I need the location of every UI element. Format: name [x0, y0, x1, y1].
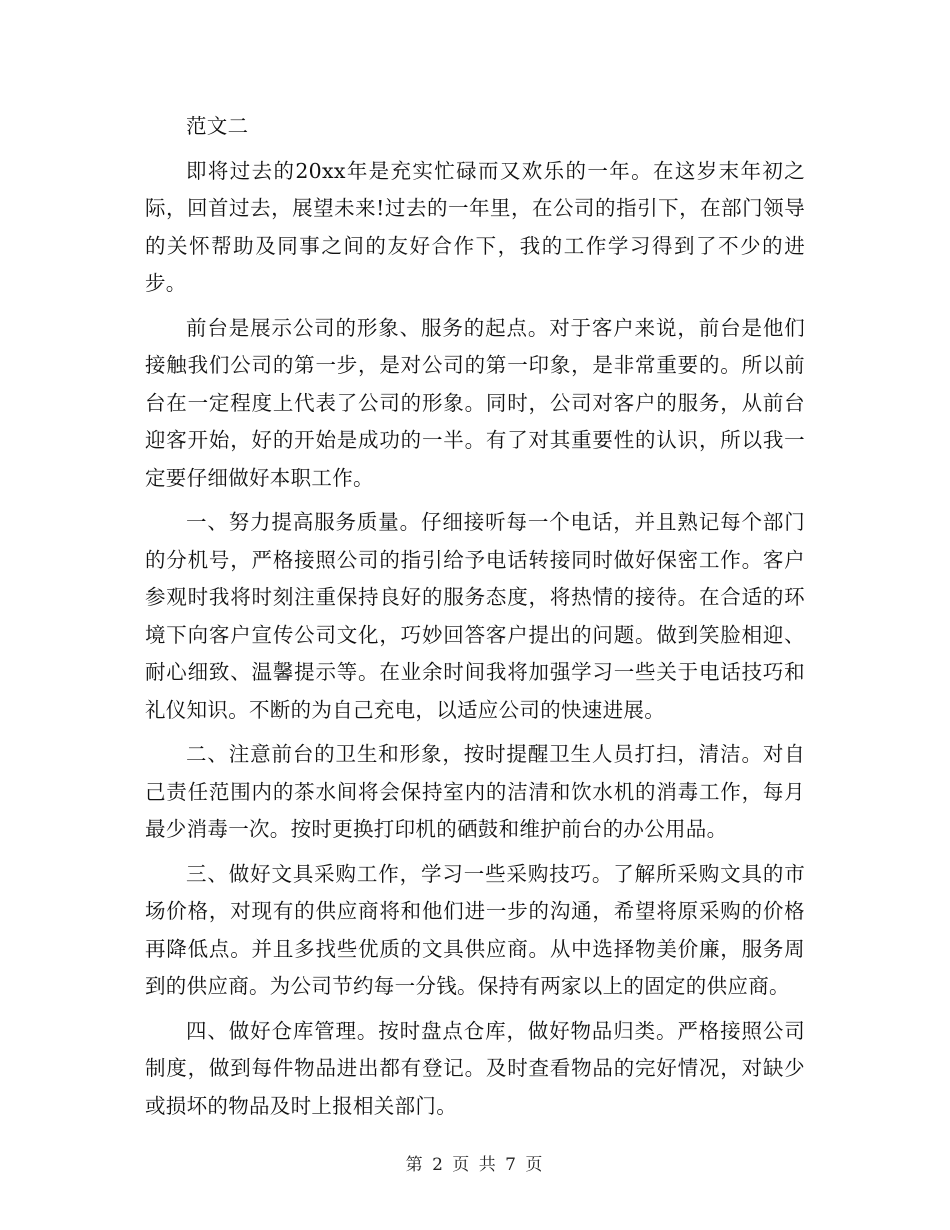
paragraph-item-4: 四、做好仓库管理。按时盘点仓库，做好物品归类。严格接照公司制度，做到每件物品进出都有登记。及时查看物品的完好情况，对缺少或损坏的物品及时上报相关部门。 — [145, 1018, 805, 1118]
document-body — [145, 108, 805, 1132]
paragraph-intro: 即将过去的20xx年是充实忙碌而又欢乐的一年。在这岁末年初之际，回首过去，展望未来!过去的一年里，在公司的指引下，在部门领导的关怀帮助及同事之间的友好合作下，我的工作学习得到了不少的进步。 — [145, 158, 805, 295]
section-heading: 范文二 — [186, 114, 249, 138]
paragraph-item-3: 三、做好文具采购工作，学习一些采购技巧。了解所采购文具的市场价格，对现有的供应商将和他们进一步的沟通，希望将原采购的价格再降低点。并且多找些优质的文具供应商。从中选择物美价廉，服务周到的供应商。为公司节约每一分钱。保持有两家以上的固定的供应商。 — [145, 861, 805, 998]
page-number-footer: 第 2 页 共 7 页 — [405, 1155, 545, 1175]
paragraph-front-desk: 前台是展示公司的形象、服务的起点。对于客户来说，前台是他们接触我们公司的第一步，是对公司的第一印象，是非常重要的。所以前台在一定程度上代表了公司的形象。同时，公司对客户的服务，从前台迎客开始，好的开始是成功的一半。有了对其重要性的认识，所以我一定要仔细做好本职工作。 — [145, 315, 805, 490]
paragraph-item-1: 一、努力提高服务质量。仔细接听每一个电话，并且熟记每个部门的分机号，严格接照公司的指引给予电话转接同时做好保密工作。客户参观时我将时刻注重保持良好的服务态度，将热情的接待。在合适的环境下向客户宣传公司文化，巧妙回答客户提出的问题。做到笑脸相迎、耐心细致、温馨提示等。在业余时间我将加强学习一些关于电话技巧和礼仪知识。不断的为自己充电，以适应公司的快速进展。 — [145, 510, 805, 722]
paragraph-item-2: 二、注意前台的卫生和形象，按时提醒卫生人员打扫，清洁。对自己责任范围内的茶水间将会保持室内的洁清和饮水机的消毒工作，每月最少消毒一次。按时更换打印机的硒鼓和维护前台的办公用品。 — [145, 742, 805, 841]
